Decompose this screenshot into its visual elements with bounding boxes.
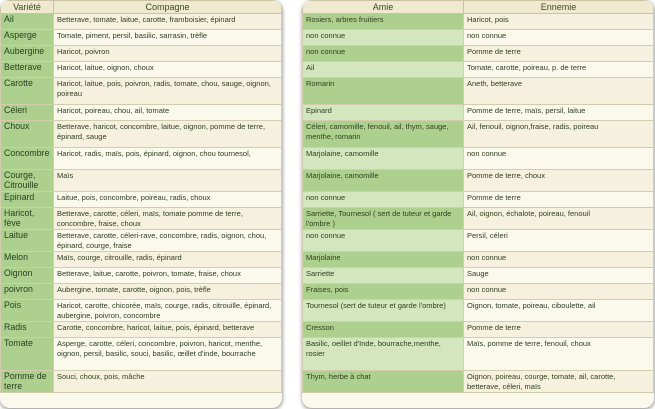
table-row xyxy=(303,105,654,121)
table-row xyxy=(303,148,654,170)
table-row xyxy=(1,230,282,252)
friend-enemy-table-card xyxy=(302,0,654,408)
compagne-cell: Maïs xyxy=(54,170,282,192)
table-row xyxy=(303,30,654,46)
table-row xyxy=(303,268,654,284)
companion-header-row xyxy=(1,1,282,14)
amie-cell: non connue xyxy=(303,46,464,62)
ennemie-cell: non connue xyxy=(464,148,654,170)
ennemie-cell: Aneth, betterave xyxy=(464,78,654,105)
ennemie-cell: Haricot, pois xyxy=(464,14,654,30)
ennemie-cell: Tomate, carotte, poireau, p. de terre xyxy=(464,62,654,78)
amie-cell: non connue xyxy=(303,230,464,252)
table-row xyxy=(1,121,282,148)
variete-cell: Asperge xyxy=(1,30,54,46)
table-row xyxy=(1,300,282,322)
compagne-cell: Betterave, carotte, céleri, maïs, tomate pomme de terre, concombre, fraise, choux xyxy=(54,208,282,230)
ennemie-cell: Maïs, pomme de terre, fenouil, choux xyxy=(464,338,654,371)
amie-cell: Cresson xyxy=(303,322,464,338)
table-row xyxy=(303,230,654,252)
table-row xyxy=(1,30,282,46)
amie-cell: Ail xyxy=(303,62,464,78)
amie-cell: Basilic, oeillet d'Inde, bourrache,menthe, rosier xyxy=(303,338,464,371)
ennemie-cell: Pomme de terre xyxy=(464,192,654,208)
table-row xyxy=(303,14,654,30)
companion-table-card xyxy=(0,0,282,408)
table-row xyxy=(303,62,654,78)
table-row xyxy=(303,170,654,192)
amie-cell: Rosiers, arbres fruitiers xyxy=(303,14,464,30)
table-row xyxy=(1,148,282,170)
compagne-cell: Haricot, laitue, oignon, choux xyxy=(54,62,282,78)
amie-cell: Tournesol (sert de tuteur et garde l'ombre) xyxy=(303,300,464,322)
compagne-cell: Laitue, pois, concombre, poireau, radis, choux xyxy=(54,192,282,208)
amie-cell: Fraises, pois xyxy=(303,284,464,300)
compagne-cell: Souci, choux, pois, mâche xyxy=(54,371,282,393)
ennemie-cell: Pomme de terre, choux xyxy=(464,170,654,192)
compagne-cell: Betterave, carotte, céleri-rave, concombre, radis, oignon, chou, épinard, courge, fraise xyxy=(54,230,282,252)
table-row xyxy=(1,338,282,371)
amie-cell: non connue xyxy=(303,192,464,208)
table-row xyxy=(1,208,282,230)
table-row xyxy=(303,300,654,322)
ennemie-cell: Pomme de terre xyxy=(464,46,654,62)
table-row xyxy=(303,121,654,148)
ennemie-cell: Persil, céleri xyxy=(464,230,654,252)
amie-cell: Romarin xyxy=(303,78,464,105)
ennemie-cell: non connue xyxy=(464,284,654,300)
table-row xyxy=(303,78,654,105)
table-row xyxy=(1,170,282,192)
variete-cell: Radis xyxy=(1,322,54,338)
compagne-cell: Carotte, concombre, haricot, laitue, pois, épinard, betterave xyxy=(54,322,282,338)
variete-cell: Tomate xyxy=(1,338,54,371)
variete-cell: Ail xyxy=(1,14,54,30)
variete-cell: Carotte xyxy=(1,78,54,105)
companion-table xyxy=(0,0,282,393)
compagne-cell: Haricot, poireau, chou, ail, tomate xyxy=(54,105,282,121)
compagne-cell: Haricot, carotte, chicorée, maïs, courge, radis, citrouille, épinard, aubergine, poivron, concombre xyxy=(54,300,282,322)
variete-cell: Courge, Citrouille xyxy=(1,170,54,192)
compagne-cell: Haricot, laitue, pois, poivron, radis, tomate, chou, sauge, oignon, poireau xyxy=(54,78,282,105)
table-row xyxy=(1,46,282,62)
variete-cell: Pomme de terre xyxy=(1,371,54,393)
amie-cell: Céleri, camomille, fenouil, ail, thym, sauge, menthe, romarin xyxy=(303,121,464,148)
variete-cell: Aubergine xyxy=(1,46,54,62)
variete-cell: Betterave xyxy=(1,62,54,78)
table-row xyxy=(303,284,654,300)
ennemie-cell: Ail, fenouil, oignon,fraise, radis, poireau xyxy=(464,121,654,148)
table-row xyxy=(1,284,282,300)
header-amie: Amie xyxy=(303,1,464,14)
friend-enemy-table xyxy=(302,0,654,393)
table-row xyxy=(303,338,654,371)
amie-cell: Thym, herbe à chat xyxy=(303,371,464,393)
table-row xyxy=(303,208,654,230)
table-row xyxy=(1,371,282,393)
header-compagne: Compagne xyxy=(54,1,282,14)
amie-cell: non connue xyxy=(303,30,464,46)
table-row xyxy=(1,14,282,30)
table-row xyxy=(1,78,282,105)
table-row xyxy=(1,252,282,268)
variete-cell: Melon xyxy=(1,252,54,268)
ennemie-cell: Oignon, tomate, poireau, ciboulette, ail xyxy=(464,300,654,322)
table-row xyxy=(303,322,654,338)
variete-cell: Laitue xyxy=(1,230,54,252)
ennemie-cell: non connue xyxy=(464,30,654,46)
friend-enemy-header-row xyxy=(303,1,654,14)
amie-cell: Sarriette, Tournesol ( sert de tuteur et garde l'ombre ) xyxy=(303,208,464,230)
amie-cell: Epinard xyxy=(303,105,464,121)
variete-cell: Choux xyxy=(1,121,54,148)
compagne-cell: Haricot, radis, maïs, pois, épinard, oignon, chou tournesol, xyxy=(54,148,282,170)
compagne-cell: Haricot, poivron xyxy=(54,46,282,62)
table-row xyxy=(1,62,282,78)
variete-cell: Céleri xyxy=(1,105,54,121)
table-row xyxy=(1,105,282,121)
ennemie-cell: Oignon, poireau, courge, tomate, ail, carotte, betterave, céleri, maïs xyxy=(464,371,654,393)
variete-cell: Haricot, fève xyxy=(1,208,54,230)
ennemie-cell: Ail, oignon, échalote, poireau, fenouil xyxy=(464,208,654,230)
compagne-cell: Maïs, courge, citrouille, radis, épinard xyxy=(54,252,282,268)
variete-cell: Pois xyxy=(1,300,54,322)
table-row xyxy=(303,371,654,393)
amie-cell: Marjolaine, camomille xyxy=(303,148,464,170)
table-row xyxy=(303,46,654,62)
amie-cell: Sarriette xyxy=(303,268,464,284)
table-row xyxy=(303,252,654,268)
header-ennemie: Ennemie xyxy=(464,1,654,14)
variete-cell: Oignon xyxy=(1,268,54,284)
table-row xyxy=(1,322,282,338)
compagne-cell: Aubergine, tomate, carotte, oignon, pois, trèfle xyxy=(54,284,282,300)
table-row xyxy=(1,192,282,208)
amie-cell: Marjolaine xyxy=(303,252,464,268)
compagne-cell: Betterave, laitue, carotte, poivron, tomate, fraise, choux xyxy=(54,268,282,284)
ennemie-cell: non connue xyxy=(464,252,654,268)
variete-cell: poivron xyxy=(1,284,54,300)
compagne-cell: Betterave, haricot, concombre, laitue, oignon, pomme de terre, épinard, sauge xyxy=(54,121,282,148)
header-variete: Variété xyxy=(1,1,54,14)
ennemie-cell: Pomme de terre, maïs, persil, laitue xyxy=(464,105,654,121)
variete-cell: Concombre xyxy=(1,148,54,170)
ennemie-cell: Sauge xyxy=(464,268,654,284)
table-row xyxy=(1,268,282,284)
compagne-cell: Tomate, piment, persil, basilic, sarrasin, trèfle xyxy=(54,30,282,46)
compagne-cell: Asperge, carotte, céleri, concombre, poivron, haricot, menthe, oignon, persil, basilic, souci, basilic, œillet d'inde, bourrache xyxy=(54,338,282,371)
table-row xyxy=(303,192,654,208)
amie-cell: Marjolaine, camomille xyxy=(303,170,464,192)
compagne-cell: Betterave, tomate, laitue, carotte, framboisier, épinard xyxy=(54,14,282,30)
ennemie-cell: Pomme de terre xyxy=(464,322,654,338)
variete-cell: Epinard xyxy=(1,192,54,208)
